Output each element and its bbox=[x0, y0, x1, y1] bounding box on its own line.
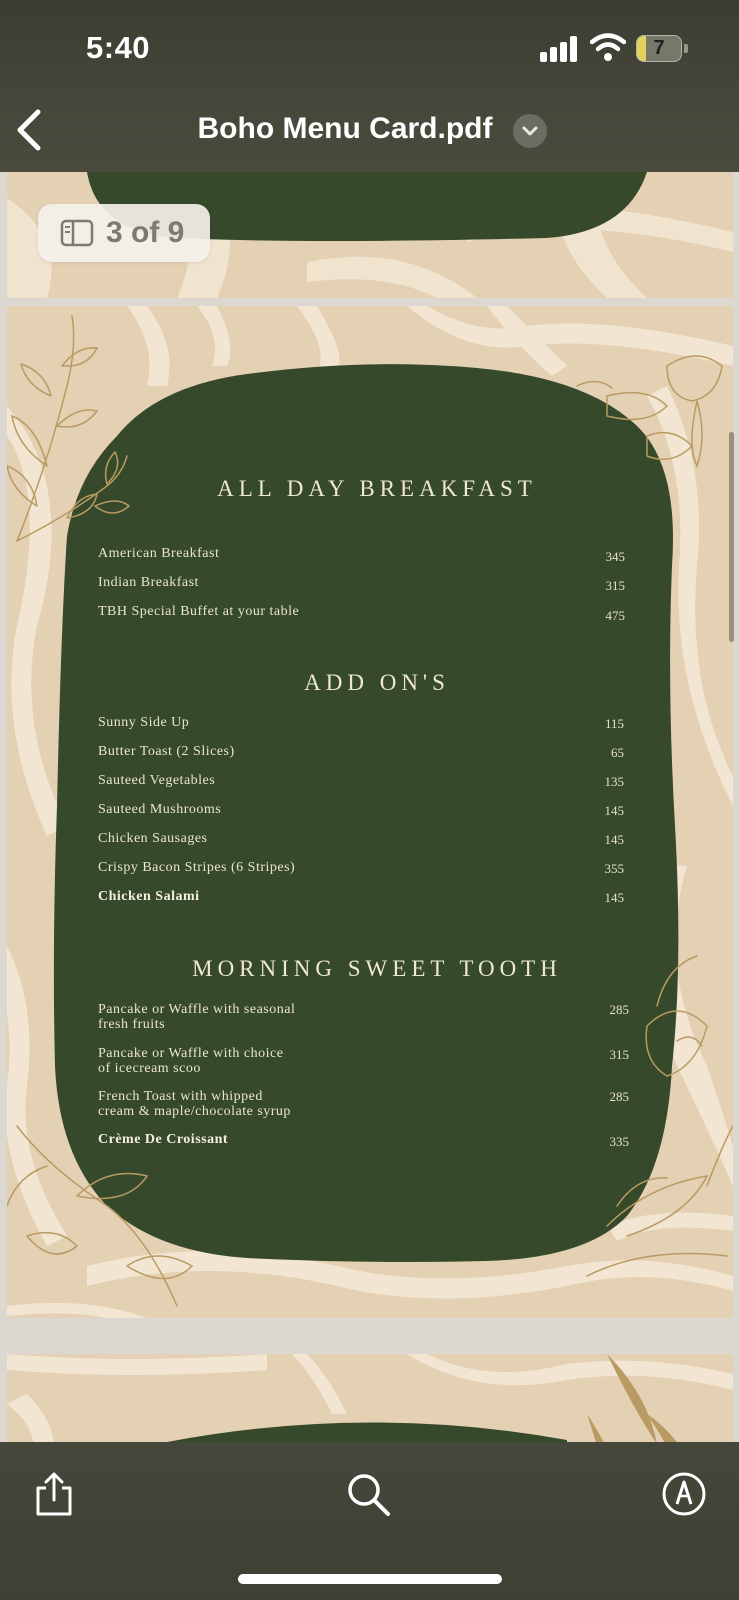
menu-item-name: Sauteed Mushrooms bbox=[98, 802, 222, 817]
page-indicator-label: 3 of 9 bbox=[106, 216, 185, 249]
menu-item-price: 145 bbox=[604, 803, 624, 818]
menu-item-price: 115 bbox=[604, 716, 624, 731]
pdf-page-next bbox=[7, 1354, 733, 1442]
menu-content bbox=[7, 306, 733, 1318]
sidebar-icon bbox=[60, 218, 94, 248]
menu-item-name-line2: cream & maple/chocolate syrup bbox=[98, 1104, 291, 1119]
status-time: 5:40 bbox=[86, 30, 151, 65]
menu-item-price: 315 bbox=[605, 578, 625, 593]
menu-item-name: French Toast with whipped bbox=[98, 1089, 263, 1104]
menu-item-price: 355 bbox=[604, 861, 624, 876]
menu-item-price: 315 bbox=[609, 1047, 629, 1062]
menu-item-price: 475 bbox=[605, 608, 625, 623]
wifi-icon bbox=[590, 32, 626, 62]
menu-item-name: Sunny Side Up bbox=[98, 715, 190, 730]
menu-item-price: 335 bbox=[609, 1134, 629, 1149]
menu-item-price: 285 bbox=[609, 1002, 629, 1017]
menu-item-price: 145 bbox=[604, 832, 624, 847]
battery-indicator bbox=[636, 35, 688, 62]
section-heading-sweet-tooth: MORNING SWEET TOOTH bbox=[192, 956, 562, 981]
chevron-down-icon bbox=[513, 114, 547, 148]
menu-item-name: Pancake or Waffle with choice bbox=[98, 1046, 284, 1061]
cellular-signal-icon bbox=[540, 36, 580, 62]
menu-item-name-line2: fresh fruits bbox=[98, 1017, 166, 1032]
document-title[interactable]: Boho Menu Card.pdf bbox=[197, 112, 493, 145]
home-indicator bbox=[238, 1574, 502, 1584]
menu-item-name: Chicken Salami bbox=[98, 889, 200, 904]
page-indicator[interactable] bbox=[38, 204, 210, 262]
title-menu-button[interactable] bbox=[513, 114, 547, 148]
menu-item-price: 285 bbox=[609, 1089, 629, 1104]
battery-percent: 7 bbox=[653, 37, 665, 59]
menu-item-name: Crème De Croissant bbox=[98, 1132, 229, 1147]
menu-item-price: 145 bbox=[604, 890, 624, 905]
scroll-indicator[interactable] bbox=[729, 432, 734, 642]
menu-item-name: Indian Breakfast bbox=[98, 575, 199, 590]
share-icon[interactable] bbox=[30, 1470, 78, 1518]
menu-item-name: Sauteed Vegetables bbox=[98, 773, 216, 788]
document-scroll-area[interactable] bbox=[0, 172, 739, 1442]
menu-item-price: 345 bbox=[605, 549, 625, 564]
bottom-toolbar bbox=[0, 1442, 739, 1600]
menu-item-name: Pancake or Waffle with seasonal bbox=[98, 1002, 296, 1017]
pdf-page-current bbox=[7, 306, 733, 1318]
menu-item-name: American Breakfast bbox=[98, 546, 220, 561]
menu-item-name: Butter Toast (2 Slices) bbox=[98, 744, 235, 759]
section-heading-breakfast: ALL DAY BREAKFAST bbox=[217, 476, 537, 501]
markup-icon[interactable] bbox=[660, 1470, 708, 1518]
menu-item-price: 135 bbox=[604, 774, 624, 789]
menu-item-name: Chicken Sausages bbox=[98, 831, 208, 846]
menu-item-name-line2: of icecream scoo bbox=[98, 1061, 201, 1076]
section-heading-add-ons: ADD ON'S bbox=[304, 670, 450, 695]
menu-item-price: 65 bbox=[611, 745, 624, 760]
menu-item-name: Crispy Bacon Stripes (6 Stripes) bbox=[98, 860, 296, 875]
top-bar bbox=[0, 0, 739, 172]
menu-item-name: TBH Special Buffet at your table bbox=[98, 604, 300, 619]
search-icon[interactable] bbox=[344, 1470, 392, 1518]
